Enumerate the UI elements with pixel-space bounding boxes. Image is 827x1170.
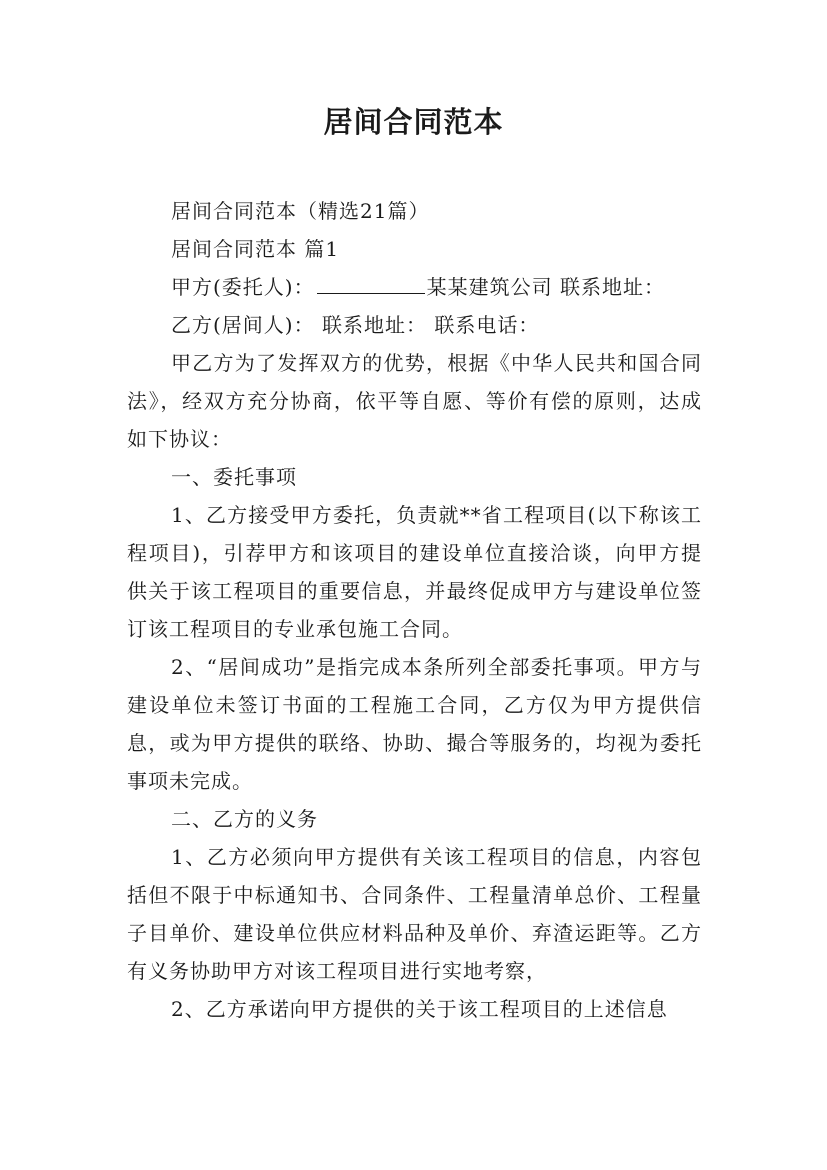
intro-paragraph: 甲乙方为了发挥双方的优势，根据《中华人民共和国合同法》，经双方充分协商，依平等自愿、等价有偿的原则，达成如下协议： <box>127 351 702 451</box>
party-a-label: 甲方(委托人)： <box>171 275 315 299</box>
chapter-heading: 居间合同范本 篇1 <box>171 237 340 261</box>
section-2-heading: 二、乙方的义务 <box>171 807 318 831</box>
document-body <box>127 192 702 1028</box>
section-1-heading: 一、委托事项 <box>171 465 297 489</box>
section-1-item-1: 1、乙方接受甲方委托，负责就**省工程项目(以下称该工程项目)，引荐甲方和该项目的建设单位直接洽谈，向甲方提供关于该工程项目的重要信息，并最终促成甲方与建设单位签订该工程项目的专业承包施工合同。 <box>127 503 702 641</box>
party-a-name: 某某建筑公司 <box>426 275 553 299</box>
document-subtitle: 居间合同范本（精选21篇） <box>171 199 430 223</box>
document-title: 居间合同范本 <box>323 105 504 139</box>
party-b-line: 乙方(居间人)： 联系地址： 联系电话： <box>171 313 540 337</box>
section-2-item-1: 1、乙方必须向甲方提供有关该工程项目的信息，内容包括但不限于中标通知书、合同条件、工程量清单总价、工程量子目单价、建设单位供应材料品种及单价、弃渣运距等。乙方有义务协助甲方对该工程项目进行实地考察， <box>127 845 702 983</box>
section-2-item-2: 2、乙方承诺向甲方提供的关于该工程项目的上述信息 <box>171 997 668 1021</box>
party-a-address-label: 联系地址： <box>559 275 665 299</box>
section-1-item-2: 2、“居间成功”是指完成本条所列全部委托事项。甲方与建设单位未签订书面的工程施工合同，乙方仅为甲方提供信息，或为甲方提供的联络、协助、撮合等服务的，均视为委托事项未完成。 <box>127 655 702 793</box>
party-a-line <box>127 268 702 306</box>
party-a-blank <box>317 275 425 294</box>
